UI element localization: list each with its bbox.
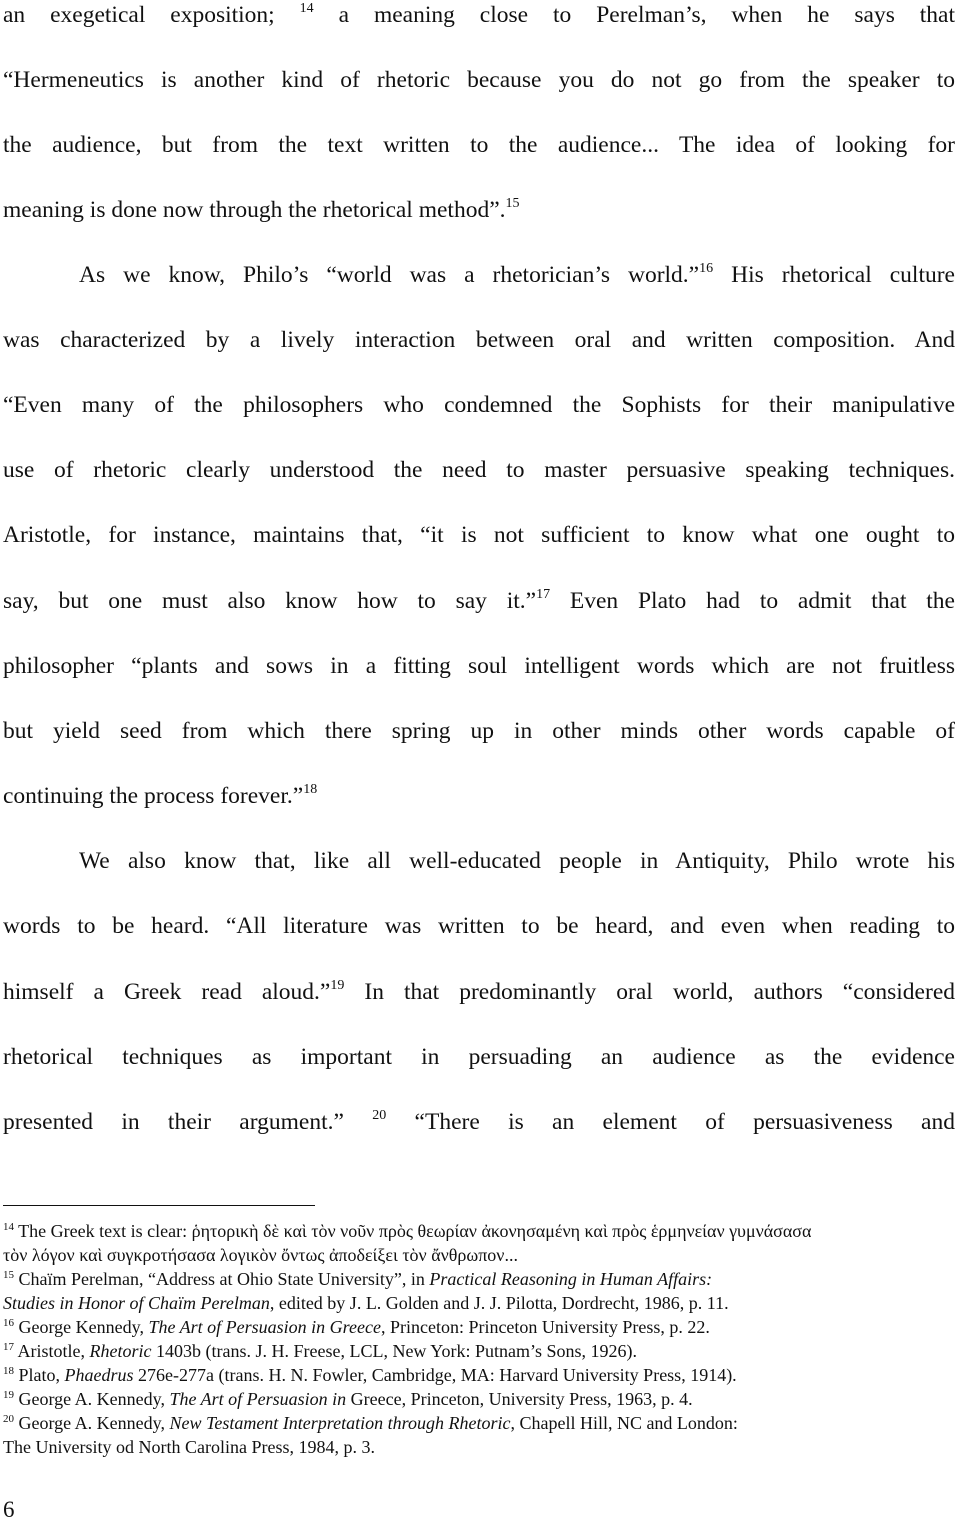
body-line-1: an exegetical exposition; $^{14}$ a meaning close to Perelman’s, when he says that — [3, 1, 955, 28]
footnote-ref-14[interactable]: 14 — [299, 1, 314, 16]
footnote-number: 17 — [3, 1341, 14, 1353]
body-line-4: meaning is done now through the rhetorical method”.$^{15}$ — [3, 196, 520, 223]
book-title: Studies in Honor of Chaïm Perelman — [3, 1293, 270, 1313]
footnote-17: $^{17}$ Aristotle, Rhetoric 1403b (trans. J. H. Freese, LCL, New York: Putnam’s Sons, 1926). — [3, 1341, 637, 1361]
footnote-14-line-1: $^{14}$ The Greek text is clear: ῥητορικὴ δὲ καὶ τὸν νοῦν πρὸς θεωρίαν ἀκονησαμένη καὶ πρὸς ἑρμηνείαν γυμνάσασα — [3, 1221, 812, 1241]
body-line-16: himself a Greek read aloud.”$^{19}$ In that predominantly oral world, authors “considered — [3, 978, 955, 1005]
body-line-2: “Hermeneutics is another kind of rhetoric because you do not go from the speaker to — [3, 67, 955, 93]
body-line-15: words to be heard. “All literature was written to be heard, and even when reading to — [3, 913, 955, 939]
footnote-ref-19[interactable]: 19 — [330, 978, 345, 993]
footnote-20-line-2: The University od North Carolina Press, 1984, p. 3. — [3, 1437, 375, 1457]
footnote-18: $^{18}$ Plato, Phaedrus 276e-277a (trans. H. N. Fowler, Cambridge, MA: Harvard University Press, 1914). — [3, 1365, 737, 1385]
footnote-number: 15 — [3, 1269, 14, 1281]
footnote-ref-20[interactable]: 20 — [372, 1108, 387, 1123]
body-line-10: say, but one must also know how to say it.”$^{17}$ Even Plato had to admit that the — [3, 587, 955, 614]
footnote-20-line-1: $^{20}$ George A. Kennedy, New Testament Interpretation through Rhetoric, Chapell Hill, NC and London: — [3, 1413, 738, 1433]
footnote-separator — [3, 1205, 315, 1206]
footnote-15-line-1: $^{15}$ Chaïm Perelman, “Address at Ohio State University”, in Practical Reasoning in Human Affairs: — [3, 1269, 713, 1289]
body-line-17: rhetorical techniques as important in persuading an audience as the evidence — [3, 1044, 955, 1070]
body-line-9: Aristotle, for instance, maintains that, “it is not sufficient to know what one ought to — [3, 522, 955, 548]
footnote-19: $^{19}$ George A. Kennedy, The Art of Persuasion in Greece, Princeton, University Press, 1963, p. 4. — [3, 1389, 693, 1409]
book-title: Practical Reasoning in Human Affairs: — [429, 1269, 713, 1289]
book-title: Rhetoric — [89, 1341, 152, 1361]
body-line-14: We also know that, like all well-educated people in Antiquity, Philo wrote his — [79, 848, 955, 874]
body-line-3: the audience, but from the text written to the audience... The idea of looking for — [3, 132, 955, 158]
footnote-ref-16[interactable]: 16 — [699, 261, 714, 276]
body-line-7: “Even many of the philosophers who condemned the Sophists for their manipulative — [3, 392, 955, 418]
footnote-15-line-2: Studies in Honor of Chaïm Perelman, edited by J. L. Golden and J. J. Pilotta, Dordrecht, 1986, p. 11. — [3, 1293, 729, 1313]
body-line-11: philosopher “plants and sows in a fitting soul intelligent words which are not fruitless — [3, 653, 955, 679]
footnote-ref-17[interactable]: 17 — [536, 587, 551, 602]
body-line-8: use of rhetoric clearly understood the need to master persuasive speaking techniques. — [3, 457, 955, 483]
footnote-number: 20 — [3, 1413, 14, 1425]
footnote-ref-18[interactable]: 18 — [303, 782, 318, 797]
body-line-13: continuing the process forever.”$^{18}$ — [3, 782, 318, 809]
body-line-5: As we know, Philo’s “world was a rhetorician’s world.”$^{16}$ His rhetorical culture — [79, 261, 955, 288]
book-title: New Testament Interpretation through Rhetoric — [169, 1413, 511, 1433]
page-number: 6 — [3, 1497, 15, 1522]
book-title: Phaedrus — [64, 1365, 134, 1385]
footnote-ref-15[interactable]: 15 — [505, 196, 520, 211]
footnote-16: $^{16}$ George Kennedy, The Art of Persuasion in Greece, Princeton: Princeton University Press, p. 22. — [3, 1317, 710, 1337]
footnote-number: 18 — [3, 1365, 14, 1377]
body-line-6: was characterized by a lively interaction between oral and written composition. And — [3, 327, 955, 353]
footnote-14-line-2: τὸν λόγον καὶ συγκροτήσασα λογικὸν ὄντως ἀποδείξει τὸν ἄνθρωπον... — [3, 1245, 518, 1265]
book-title: The Art of Persuasion in Greece — [148, 1317, 381, 1337]
body-line-18: presented in their argument.” $^{20}$ “There is an element of persuasiveness and — [3, 1108, 955, 1135]
book-title: The Art of Persuasion in — [169, 1389, 347, 1409]
footnote-number: 19 — [3, 1389, 14, 1401]
footnote-number: 16 — [3, 1317, 14, 1329]
body-line-12: but yield seed from which there spring up in other minds other words capable of — [3, 718, 955, 744]
footnote-number: 14 — [3, 1221, 14, 1233]
